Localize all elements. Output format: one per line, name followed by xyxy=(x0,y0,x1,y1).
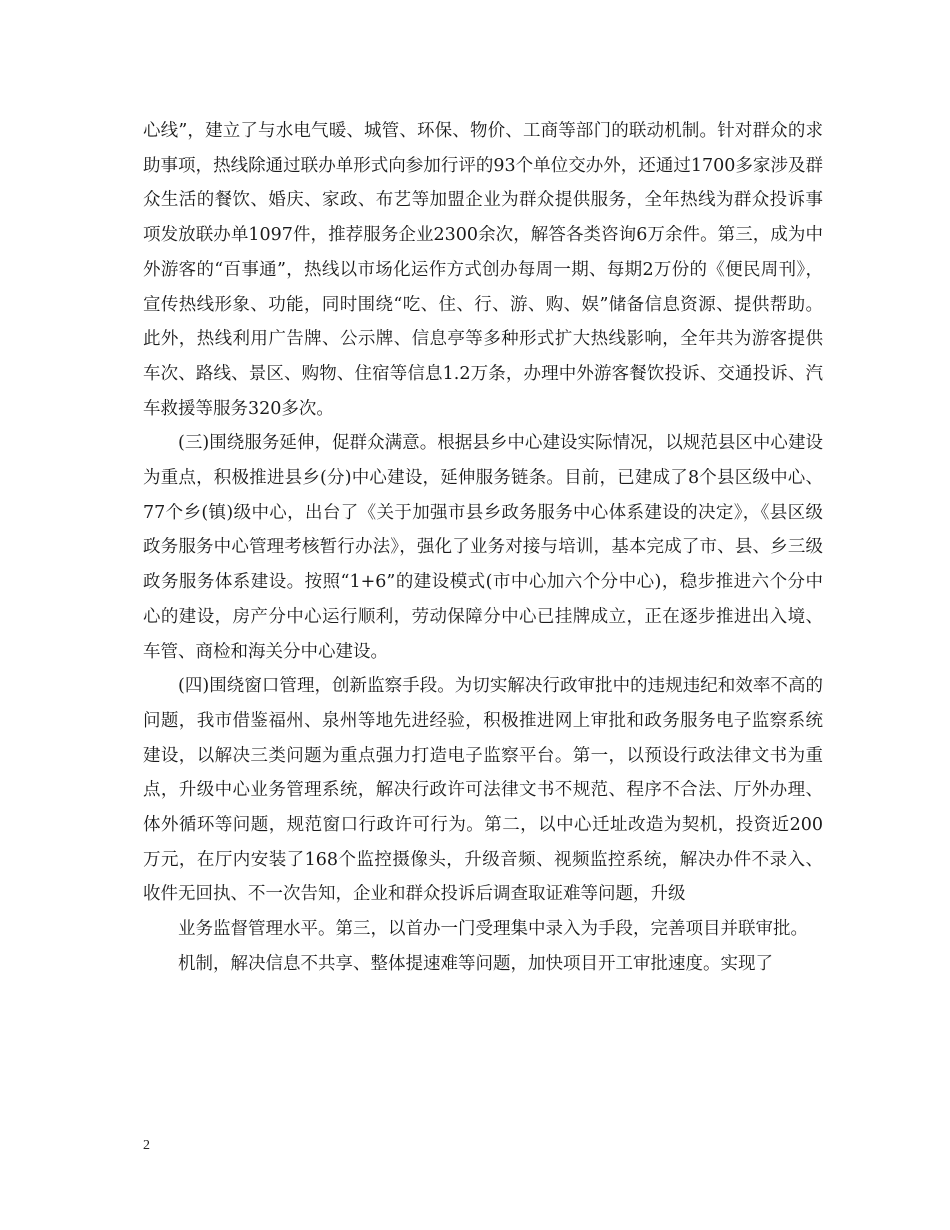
paragraph-section-four: (四)围绕窗口管理，创新监察手段。为切实解决行政审批中的违规违纪和效率不高的问题，我市借鉴福州、泉州等地先进经验，积极推进网上审批和政务服务电子监察系统建设，以解决三类问题为重点强力打造电子监察平台。第一，以预设行政法律文书为重点，升级中心业务管理系统，解决行政许可法律文书不规范、程序不合法、厅外办理、体外循环等问题，规范窗口行政许可行为。第二，以中心迁址改造为契机，投资近200万元，在厅内安装了168个监控摄像头，升级音频、视频监控系统，解决办件不录入、收件无回执、不一次告知，企业和群众投诉后调查取证难等问题，升级 xyxy=(143,676,823,905)
page-number: 2 xyxy=(143,1138,150,1153)
paragraph-continuation: 心线”，建立了与水电气暖、城管、环保、物价、工商等部门的联动机制。针对群众的求助事项，热线除通过联办单形式向参加行评的93个单位交办外，还通过1700多家涉及群众生活的餐饮、婚庆、家政、布艺等加盟企业为群众提供服务，全年热线为群众投诉事项发放联办单1097件，推荐服务企业2300余次，解答各类咨询6万余件。第三，成为中外游客的“百事通”，热线以市场化运作方式创办每周一期、每期2万份的《便民周刊》，宣传热线形象、功能，同时围绕“吃、住、行、游、购、娱”储备信息资源、提供帮助。此外，热线利用广告牌、公示牌、信息亭等多种形式扩大热线影响，全年共为游客提供车次、路线、景区、购物、住宿等信息1.2万条，办理中外游客餐饮投诉、交通投诉、汽车救援等服务320多次。 xyxy=(143,121,823,419)
document-body xyxy=(143,114,823,982)
paragraph-mechanism: 机制，解决信息不共享、整体提速难等问题，加快项目开工审批速度。实现了 xyxy=(178,953,773,974)
paragraph-section-three: (三)围绕服务延伸，促群众满意。根据县乡中心建设实际情况，以规范县区中心建设为重点，积极推进县乡(分)中心建设，延伸服务链条。目前，已建成了8个县区级中心、77个乡(镇)级中心，出台了《关于加强市县乡政务服务中心体系建设的决定》，《县区级政务服务中心管理考核暂行办法》，强化了业务对接与培训，基本完成了市、县、乡三级政务服务体系建设。按照“1+6”的建设模式(市中心加六个分中心)，稳步推进六个分中心的建设，房产分中心运行顺利，劳动保障分中心已挂牌成立，正在逐步推进出入境、车管、商检和海关分中心建设。 xyxy=(143,433,823,662)
paragraph-supervision: 业务监督管理水平。第三，以首办一门受理集中录入为手段，完善项目并联审批。 xyxy=(178,919,808,940)
